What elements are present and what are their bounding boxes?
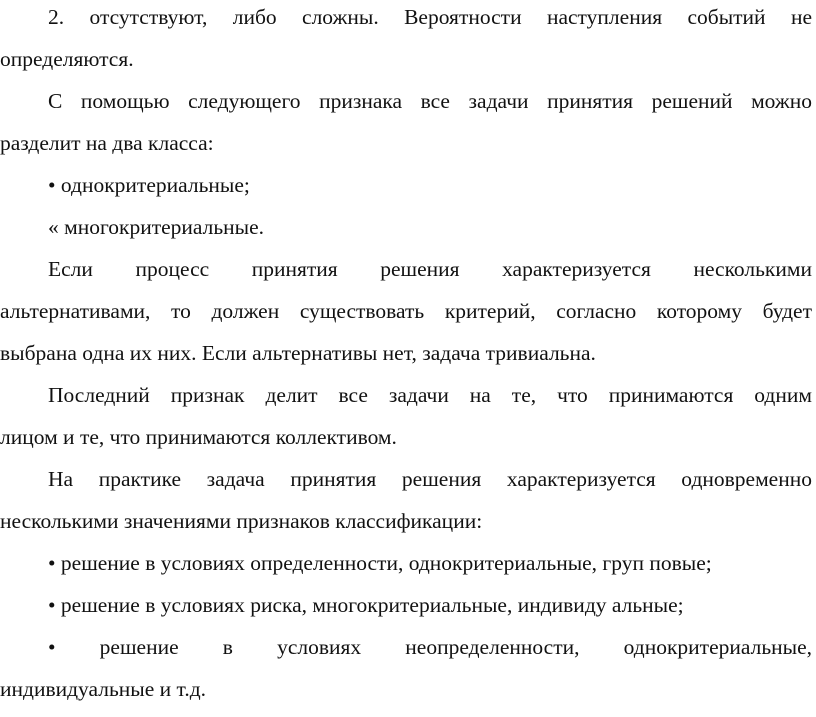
paragraph-line: разделит на два класса: <box>0 131 214 155</box>
paragraph-line: индивидуальные и т.д. <box>0 677 207 701</box>
paragraph-line: выбрана одна их них. Если альтернативы нет, задача тривиальна. <box>0 341 596 365</box>
paragraph-line: Последний признак делит все задачи на те, что принимаются одним <box>48 383 812 407</box>
paragraph-line: С помощью следующего признака все задачи принятия решений можно <box>48 89 812 113</box>
paragraph-line: лицом и те, что принимаются коллективом. <box>0 425 397 449</box>
list-item: • решение в условиях неопределенности, однокритериальные, <box>48 635 812 659</box>
paragraph-line: Если процесс принятия решения характеризуется несколькими <box>48 257 812 281</box>
paragraph-line: альтернативами, то должен существовать критерий, согласно которому будет <box>0 299 812 323</box>
paragraph-line: На практике задача принятия решения характеризуется одновременно <box>48 467 812 491</box>
list-item: • однокритериальные; <box>48 173 250 197</box>
paragraph-line: несколькими значениями признаков классификации: <box>0 509 483 533</box>
list-item: • решение в условиях определенности, однокритериальные, груп повые; <box>48 551 712 575</box>
list-item: « многокритериальные. <box>48 215 265 239</box>
paragraph-line: 2. отсутствуют, либо сложны. Вероятности наступления событий не <box>48 5 812 29</box>
paragraph-line: определяются. <box>0 47 134 71</box>
list-item: • решение в условиях риска, многокритериальные, индивиду альные; <box>48 593 684 617</box>
